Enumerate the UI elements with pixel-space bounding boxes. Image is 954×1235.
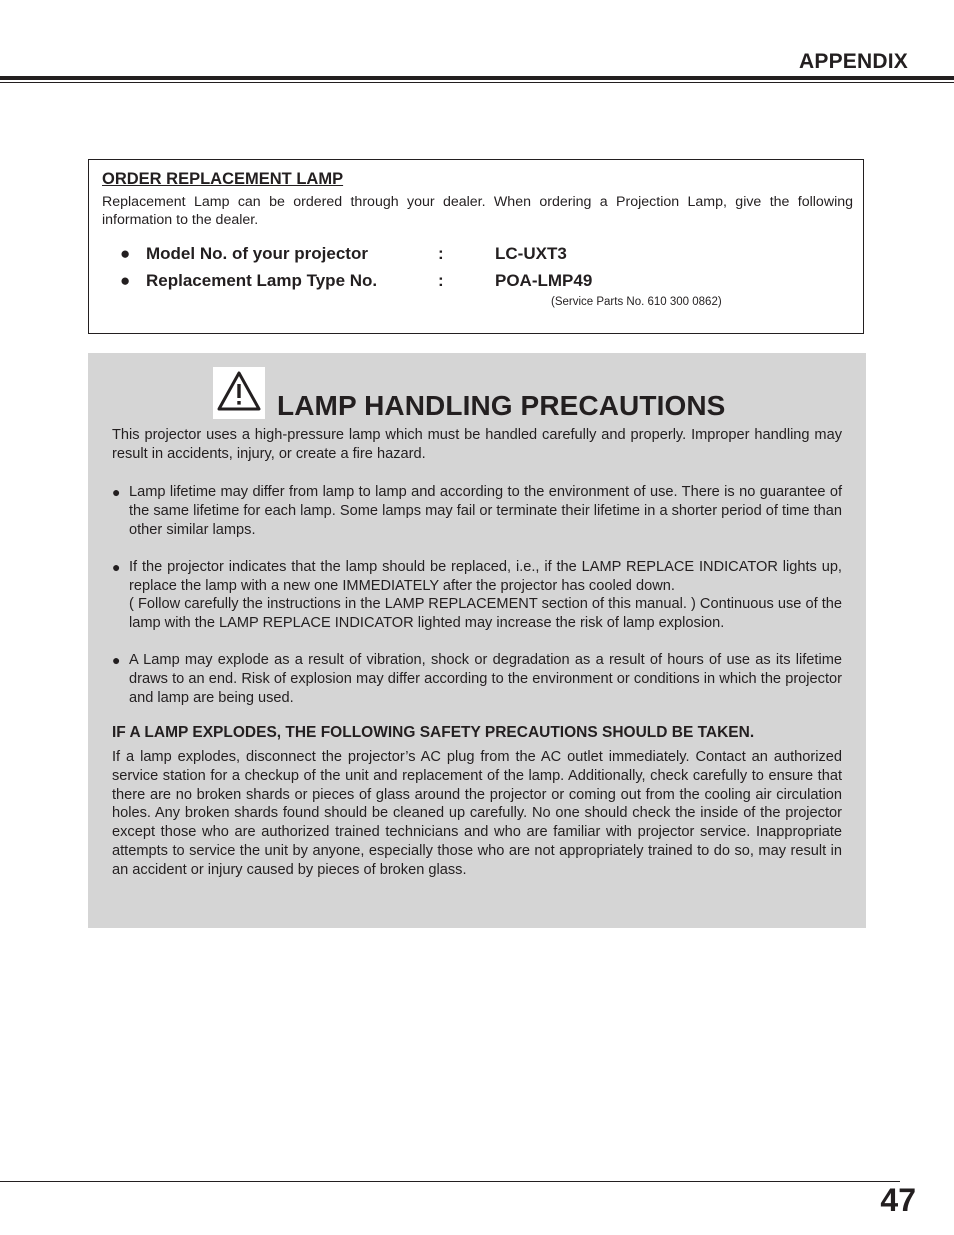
order-text: Replacement Lamp can be ordered through your dealer. When ordering a Projection Lamp, give the following information to the dealer. <box>102 194 853 228</box>
header-rule-thin <box>0 82 954 83</box>
lamp-precautions-panel <box>88 353 866 928</box>
bullet-replace-text-continued: ( Follow carefully the instructions in the LAMP REPLACEMENT section of this manual. ) Continuous use of the lamp with the LAMP REPLACE INDICATOR lighted may increase the risk of lamp explosion. <box>129 596 842 631</box>
footer-rule <box>0 1181 900 1182</box>
bullet-replace-text: If the projector indicates that the lamp should be replaced, i.e., if the LAMP REPLACE INDICATOR lights up, replace the lamp with a new one IMMEDIATELY after the projector has cooled down. <box>129 559 842 594</box>
section-title: APPENDIX <box>799 50 908 73</box>
intro-paragraph: This projector uses a high-pressure lamp which must be handled carefully and properly. Improper handling may result in accidents, injury, or create a fire hazard. <box>112 427 842 462</box>
spec-row-lamp-type <box>120 271 820 293</box>
spec-value: LC-UXT3 <box>495 244 567 263</box>
spec-label: Model No. of your projector <box>146 244 368 263</box>
bullet-icon: ● <box>112 484 121 500</box>
spec-label: Replacement Lamp Type No. <box>146 271 378 290</box>
page-number: 47 <box>880 1182 916 1218</box>
bullet-icon: ● <box>112 652 121 668</box>
spec-value: POA-LMP49 <box>495 271 593 290</box>
bullet-icon: ● <box>112 559 121 575</box>
spec-row-model <box>120 244 820 266</box>
bullet-icon: ● <box>120 271 131 290</box>
warning-triangle-icon <box>213 367 265 419</box>
bullet-lifetime-text: Lamp lifetime may differ from lamp to lamp and according to the environment of use. There is no guarantee of the same lifetime for each lamp. Some lamps may fail or terminate their lifetime in a shorter period of time than other similar lamps. <box>129 484 842 538</box>
order-replacement-lamp-box <box>88 159 864 334</box>
header-rule <box>0 76 954 80</box>
panel-title: LAMP HANDLING PRECAUTIONS <box>277 390 726 421</box>
spec-colon: : <box>438 271 444 290</box>
explosion-paragraph: If a lamp explodes, disconnect the projector’s AC plug from the AC outlet immediately. Contact an authorized service station for a checkup of the unit and replacement of the lamp. Additionally, check carefully to ensure that there are no broken shards or pieces of glass around the projector or coming out from the cooling air circulation holes. Any broken shards found should be cleaned up carefully. No one should check the inside of the projector except those who are authorized trained technicians and who are familiar with projector service. Inappropriate attempts to service the unit by anyone, especially those who are not appropriately trained to do so, may result in an accident or injury caused by pieces of broken glass. <box>112 749 842 878</box>
bullet-explode-text: A Lamp may explode as a result of vibration, shock or degradation as a result of hours of use as its lifetime draws to an end. Risk of explosion may differ according to the environment or conditions in which the projector and lamp are being used. <box>129 652 842 706</box>
bullet-icon: ● <box>120 244 131 263</box>
explosion-subheading: IF A LAMP EXPLODES, THE FOLLOWING SAFETY PRECAUTIONS SHOULD BE TAKEN. <box>112 724 755 741</box>
service-parts-note: (Service Parts No. 610 300 0862) <box>551 296 722 308</box>
order-heading: ORDER REPLACEMENT LAMP <box>102 170 344 188</box>
spec-colon: : <box>438 244 444 263</box>
